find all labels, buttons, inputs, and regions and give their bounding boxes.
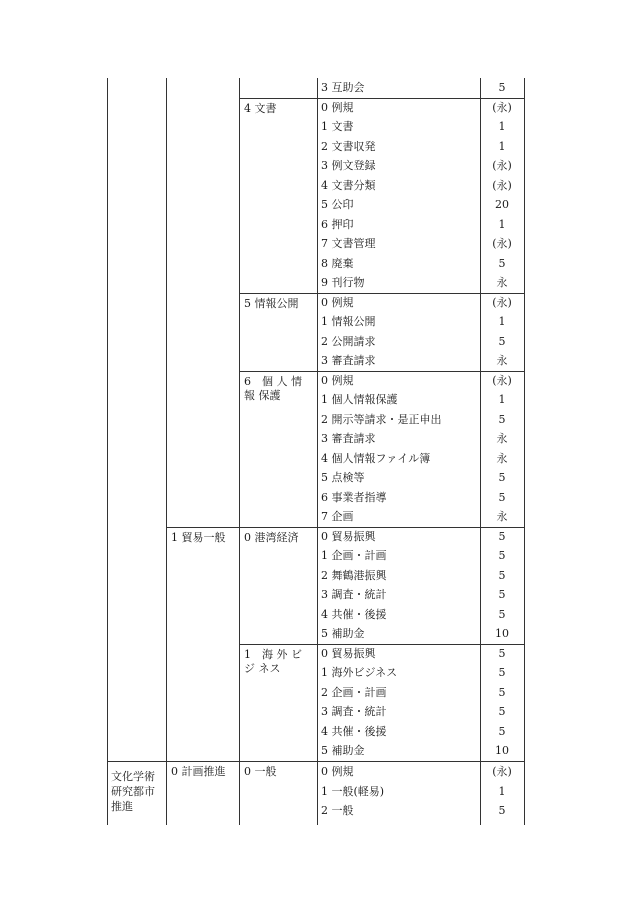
retention-period: 1 — [498, 120, 506, 133]
item-name: 2 一般 — [321, 804, 354, 817]
item-name: 6 事業者指導 — [321, 490, 387, 504]
item-name: 3 例文登録 — [321, 159, 376, 172]
retention-period: (永) — [492, 100, 512, 114]
item-name: 0 例規 — [321, 295, 354, 309]
retention-period: 5 — [498, 685, 506, 699]
retention-period: 5 — [498, 607, 506, 621]
retention-period: 5 — [498, 490, 506, 504]
retention-period: (永) — [492, 295, 512, 309]
item-name: 3 調査・統計 — [321, 588, 387, 601]
item-name: 2 開示等請求・是正申出 — [321, 412, 442, 426]
item-name: 5 補助金 — [321, 627, 365, 640]
retention-period: 永 — [496, 510, 508, 523]
item-name: 4 共催・後援 — [321, 724, 387, 738]
retention-period: 5 — [498, 646, 506, 660]
column-rule — [239, 78, 240, 825]
item-name: 2 文書収発 — [321, 139, 376, 153]
item-name: 4 共催・後援 — [321, 607, 387, 621]
item-name: 2 舞鶴港振興 — [321, 568, 387, 582]
row-rule — [239, 371, 524, 372]
retention-period: 10 — [495, 744, 509, 757]
item-name: 1 個人情報保護 — [321, 393, 398, 406]
item-name: 0 例規 — [321, 100, 354, 114]
item-name: 1 海外ビジネス — [321, 666, 398, 679]
item-name: 3 互助会 — [321, 81, 365, 94]
retention-period: (永) — [492, 237, 512, 250]
retention-period: 5 — [498, 588, 506, 601]
retention-period: (永) — [492, 178, 512, 192]
retention-period: 1 — [498, 315, 506, 328]
retention-period: 5 — [498, 81, 506, 94]
item-name: 0 貿易振興 — [321, 529, 376, 543]
retention-period: 5 — [498, 549, 506, 562]
item-name: 5 点検等 — [321, 471, 365, 484]
retention-period: 永 — [496, 432, 508, 445]
column-rule — [317, 78, 318, 825]
item-name: 7 企画 — [321, 510, 354, 523]
item-name: 3 調査・統計 — [321, 705, 387, 718]
item-name: 0 例規 — [321, 373, 354, 387]
row-rule — [239, 644, 524, 645]
column-rule — [524, 78, 525, 825]
retention-period: 永 — [496, 276, 508, 289]
item-name: 8 廃棄 — [321, 256, 354, 270]
retention-period: 5 — [498, 666, 506, 679]
row-rule — [239, 293, 524, 294]
retention-period: 永 — [496, 354, 508, 367]
item-name: 1 一般(軽易) — [321, 784, 385, 798]
row-rule — [239, 98, 524, 99]
retention-period: 5 — [498, 724, 506, 738]
item-name: 5 補助金 — [321, 744, 365, 757]
item-name: 1 文書 — [321, 120, 354, 133]
retention-period: 5 — [498, 412, 506, 426]
section-label: 5 情報公開 — [244, 297, 299, 310]
item-name: 2 公開請求 — [321, 334, 376, 348]
retention-period: 20 — [495, 198, 509, 211]
retention-period: (永) — [492, 159, 512, 172]
section-label: 0 一般 — [244, 765, 277, 778]
retention-period: 5 — [498, 256, 506, 270]
item-name: 0 例規 — [321, 765, 354, 778]
item-name: 4 文書分類 — [321, 178, 376, 192]
item-name: 9 刊行物 — [321, 276, 365, 289]
item-name: 3 審査請求 — [321, 354, 376, 367]
row-rule — [107, 761, 524, 762]
column-rule — [107, 78, 108, 825]
item-name: 7 文書管理 — [321, 237, 376, 250]
item-name: 0 貿易振興 — [321, 646, 376, 660]
item-name: 2 企画・計画 — [321, 685, 387, 699]
section-label: 0 港湾経済 — [244, 531, 299, 544]
retention-period: 5 — [498, 529, 506, 543]
retention-period: 1 — [498, 217, 506, 231]
item-name: 1 情報公開 — [321, 315, 376, 328]
item-name: 1 企画・計画 — [321, 549, 387, 562]
retention-period: 5 — [498, 568, 506, 582]
retention-period: (永) — [492, 373, 512, 387]
category-label: 文化学術研究都市推進 — [111, 770, 155, 813]
division-label: 0 計画推進 — [171, 765, 226, 778]
section-label: 1 海 外 ビ ジ ネス — [244, 648, 302, 675]
item-name: 5 公印 — [321, 198, 354, 211]
column-rule — [166, 78, 167, 825]
retention-period: 5 — [498, 705, 506, 718]
retention-period: 1 — [498, 393, 506, 406]
retention-schedule-table — [107, 78, 524, 825]
section-label: 6 個 人 情 報 保護 — [244, 375, 302, 402]
retention-period: (永) — [492, 765, 512, 778]
retention-period: 5 — [498, 471, 506, 484]
section-label: 4 文書 — [244, 102, 277, 115]
retention-period: 5 — [498, 804, 506, 817]
retention-period: 10 — [495, 627, 509, 640]
item-name: 4 個人情報ファイル簿 — [321, 451, 431, 465]
retention-period: 5 — [498, 334, 506, 348]
item-name: 3 審査請求 — [321, 432, 376, 445]
retention-period: 永 — [496, 451, 508, 465]
division-label: 1 貿易一般 — [171, 531, 226, 544]
retention-period: 1 — [498, 784, 506, 798]
row-rule — [166, 527, 524, 528]
item-name: 6 押印 — [321, 217, 354, 231]
retention-period: 1 — [498, 139, 506, 153]
